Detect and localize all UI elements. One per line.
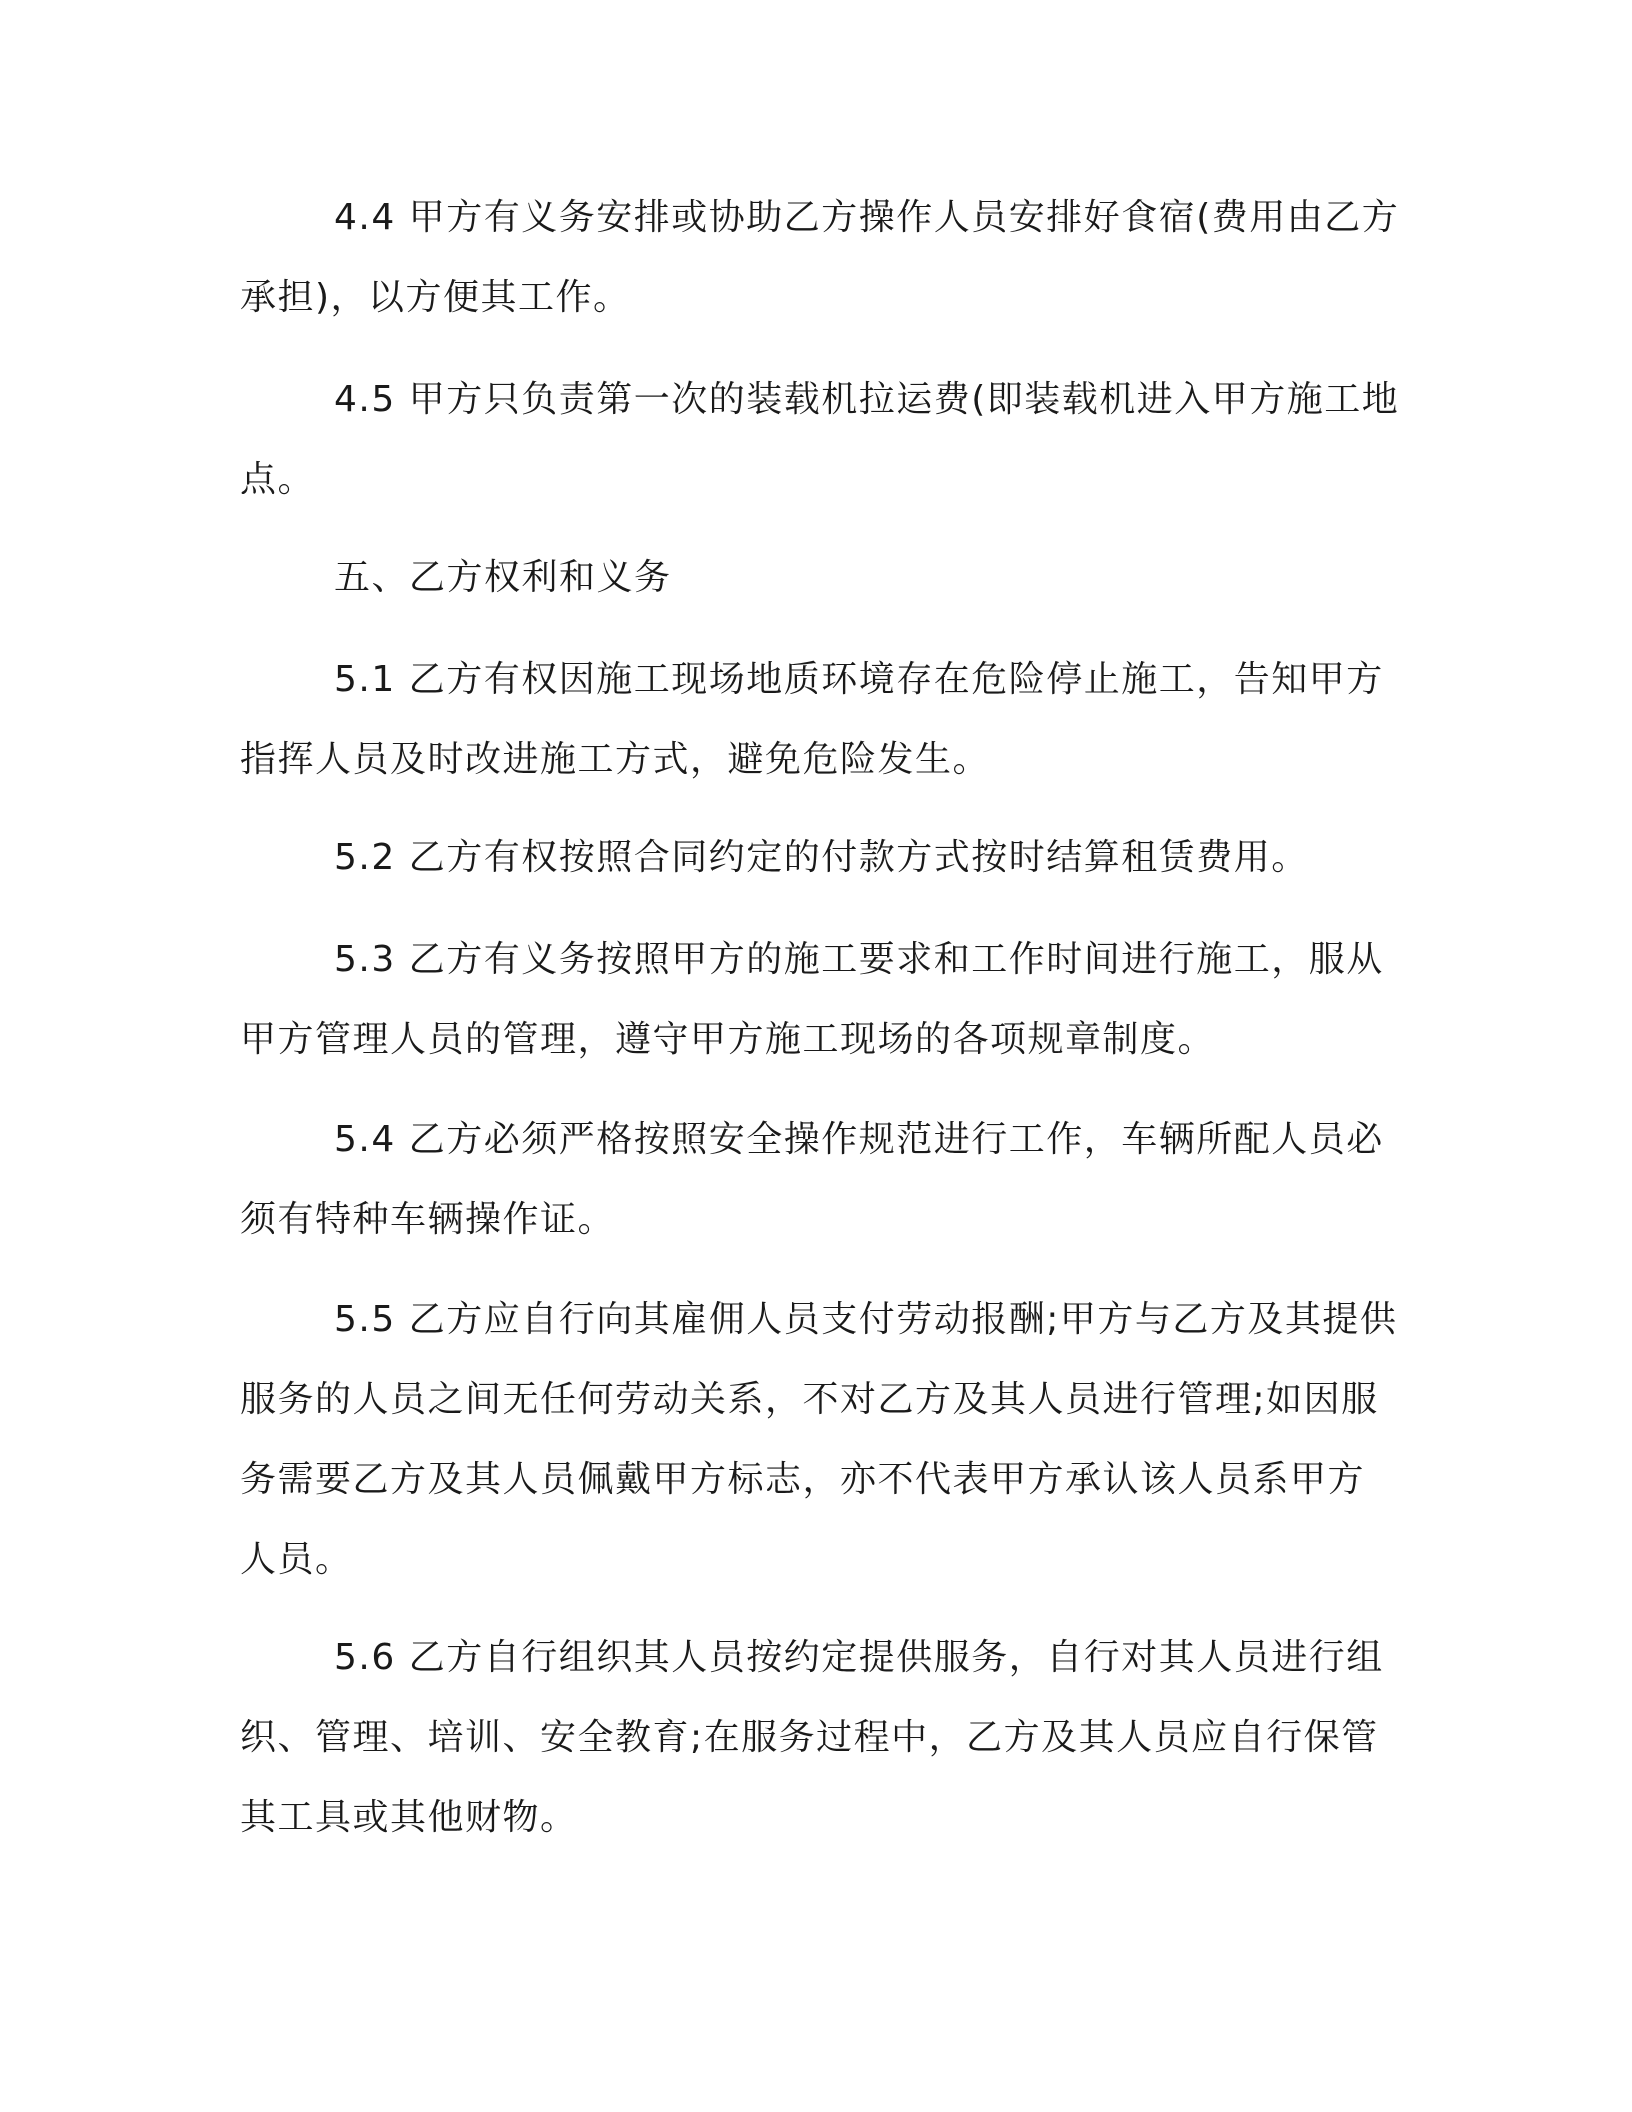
paragraph-line: 指挥人员及时改进施工方式，避免危险发生。 [240, 739, 991, 780]
paragraph-line: 务需要乙方及其人员佩戴甲方标志，亦不代表甲方承认该人员系甲方 [240, 1459, 1366, 1500]
paragraph-5-3 [240, 920, 1400, 1080]
paragraph-line: 人员。 [240, 1539, 353, 1580]
paragraph-5-2 [240, 818, 1400, 898]
paragraph-line: 5.2 乙方有权按照合同约定的付款方式按时结算租赁费用。 [334, 837, 1309, 878]
section-heading-5 [240, 538, 1400, 618]
paragraph-4-5 [240, 360, 1400, 520]
paragraph-line: 甲方管理人员的管理，遵守甲方施工现场的各项规章制度。 [240, 1019, 1216, 1060]
section-heading: 五、乙方权利和义务 [334, 557, 672, 598]
paragraph-line: 5.1 乙方有权因施工现场地质环境存在危险停止施工，告知甲方 [334, 659, 1384, 700]
paragraph-line: 4.5 甲方只负责第一次的装载机拉运费(即装载机进入甲方施工地 [334, 379, 1400, 420]
paragraph-line: 5.6 乙方自行组织其人员按约定提供服务，自行对其人员进行组 [334, 1637, 1384, 1678]
paragraph-5-4 [240, 1100, 1400, 1260]
paragraph-line: 服务的人员之间无任何劳动关系，不对乙方及其人员进行管理;如因服 [240, 1379, 1379, 1420]
paragraph-line: 点。 [240, 459, 316, 500]
paragraph-line: 承担)，以方便其工作。 [240, 277, 631, 318]
paragraph-5-1 [240, 640, 1400, 800]
paragraph-5-6 [240, 1618, 1400, 1858]
paragraph-line: 其工具或其他财物。 [240, 1797, 578, 1838]
paragraph-line: 5.5 乙方应自行向其雇佣人员支付劳动报酬;甲方与乙方及其提供 [334, 1299, 1398, 1340]
paragraph-line: 5.4 乙方必须严格按照安全操作规范进行工作，车辆所配人员必 [334, 1119, 1384, 1160]
paragraph-line: 5.3 乙方有义务按照甲方的施工要求和工作时间进行施工，服从 [334, 939, 1384, 980]
paragraph-line: 织、管理、培训、安全教育;在服务过程中，乙方及其人员应自行保管 [240, 1717, 1379, 1758]
paragraph-5-5 [240, 1280, 1400, 1600]
paragraph-line: 4.4 甲方有义务安排或协助乙方操作人员安排好食宿(费用由乙方 [334, 197, 1400, 238]
paragraph-line: 须有特种车辆操作证。 [240, 1199, 616, 1240]
paragraph-4-4 [240, 178, 1400, 338]
